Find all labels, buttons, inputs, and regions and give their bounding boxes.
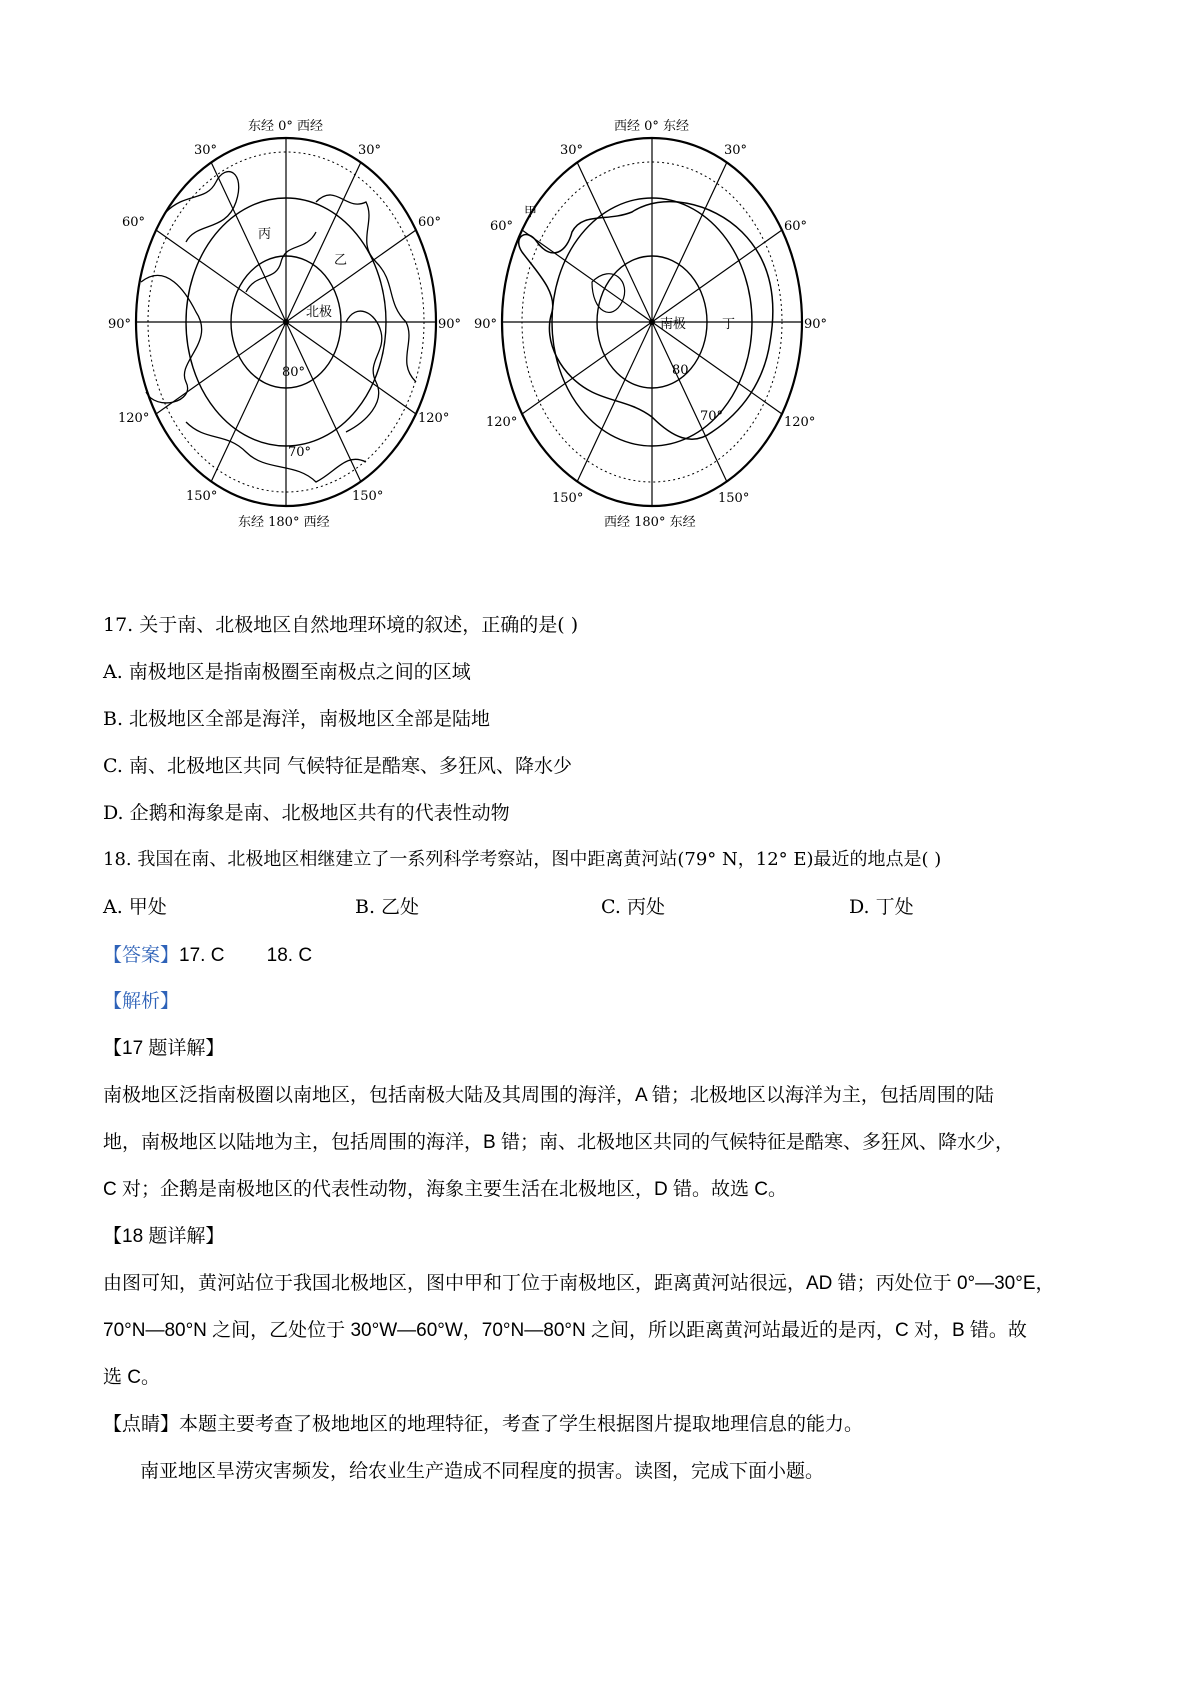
q17-option-b: B. 北极地区全部是海洋，南极地区全部是陆地 bbox=[103, 708, 491, 730]
north-lon-30w: 30° bbox=[194, 143, 218, 158]
south-lon-150e: 150° bbox=[718, 491, 750, 506]
south-lon-30w: 30° bbox=[560, 143, 584, 158]
q17-option-c: C. 南、北极地区共同 气候特征是酷寒、多狂风、降水少 bbox=[103, 755, 572, 777]
detail18-line-3: 选 C。 bbox=[103, 1367, 161, 1388]
point-ding: 丁 bbox=[722, 317, 736, 332]
q17-option-a: A. 南极地区是指南极圈至南极点之间的区域 bbox=[103, 661, 471, 683]
q18-option-a: A. 甲处 bbox=[103, 896, 167, 918]
answer-line bbox=[103, 940, 312, 967]
south-lon-60w: 60° bbox=[490, 219, 514, 234]
north-lat-80: 80° bbox=[282, 365, 306, 380]
south-center-label: 南极 bbox=[660, 317, 687, 332]
north-lon-90e: 90° bbox=[438, 317, 462, 332]
north-lon-120w: 120° bbox=[118, 411, 150, 426]
north-polar-map bbox=[108, 119, 461, 530]
south-lon-60e: 60° bbox=[784, 219, 808, 234]
comment-line bbox=[103, 1409, 863, 1436]
q18-option-b: B. 乙处 bbox=[355, 896, 420, 918]
south-top-label: 西经 0° 东经 bbox=[614, 119, 690, 134]
point-jia: 甲 bbox=[524, 205, 538, 220]
north-lon-150w: 150° bbox=[186, 489, 218, 504]
south-lat-80: 80 bbox=[672, 363, 689, 378]
q18-stem: 18. 我国在南、北极地区相继建立了一系列科学考察站，图中距离黄河站(79° N，12° E)最近的地点是( ) bbox=[103, 849, 942, 870]
south-lon-30e: 30° bbox=[724, 143, 748, 158]
detail18-title: 【18 题详解】 bbox=[103, 1226, 225, 1247]
north-lon-60e: 60° bbox=[418, 215, 442, 230]
detail18-line-1: 由图可知，黄河站位于我国北极地区，图中甲和丁位于南极地区，距离黄河站很远，AD 错；丙处位于 0°—30°E， bbox=[103, 1273, 1055, 1294]
south-lon-90w: 90° bbox=[474, 317, 498, 332]
north-lon-150e: 150° bbox=[352, 489, 384, 504]
answer-label: 【答案】 bbox=[103, 945, 180, 966]
north-top-label: 东经 0° 西经 bbox=[248, 119, 324, 134]
south-bottom-label: 西经 180° 东经 bbox=[604, 515, 696, 530]
north-lat-70: 70° bbox=[288, 445, 312, 460]
south-lon-90e: 90° bbox=[804, 317, 828, 332]
comment-text: 本题主要考查了极地地区的地理特征，考查了学生根据图片提取地理信息的能力。 bbox=[179, 1414, 864, 1435]
south-lon-120w: 120° bbox=[486, 415, 518, 430]
analysis-label: 【解析】 bbox=[103, 991, 180, 1012]
polar-maps-figure bbox=[100, 108, 860, 548]
q17-stem: 17. 关于南、北极地区自然地理环境的叙述，正确的是( ) bbox=[103, 614, 579, 636]
q18-option-d: D. 丁处 bbox=[849, 896, 914, 918]
south-polar-map bbox=[474, 119, 827, 530]
next-question-intro: 南亚地区旱涝灾害频发，给农业生产造成不同程度的损害。读图，完成下面小题。 bbox=[140, 1460, 825, 1482]
north-lon-120e: 120° bbox=[418, 411, 450, 426]
answer-value: 17. C 18. C bbox=[179, 945, 313, 966]
detail17-line-1: 南极地区泛指南极圈以南地区，包括南极大陆及其周围的海洋，A 错；北极地区以海洋为主，包括周围的陆 bbox=[103, 1085, 994, 1106]
point-yi: 乙 bbox=[334, 253, 348, 268]
detail17-line-3: C 对；企鹅是南极地区的代表性动物，海象主要生活在北极地区，D 错。故选 C。 bbox=[103, 1179, 788, 1200]
south-lon-120e: 120° bbox=[784, 415, 816, 430]
detail17-title: 【17 题详解】 bbox=[103, 1038, 225, 1059]
q18-option-c: C. 丙处 bbox=[601, 896, 665, 918]
detail17-line-2: 地，南极地区以陆地为主，包括周围的海洋，B 错；南、北极地区共同的气候特征是酷寒、多狂风、降水少， bbox=[103, 1132, 1014, 1153]
south-lon-150w: 150° bbox=[552, 491, 584, 506]
north-lon-90w: 90° bbox=[108, 317, 132, 332]
q17-option-d: D. 企鹅和海象是南、北极地区共有的代表性动物 bbox=[103, 802, 510, 824]
north-lon-60w: 60° bbox=[122, 215, 146, 230]
south-lat-70: 70° bbox=[700, 409, 724, 424]
north-lon-30e: 30° bbox=[358, 143, 382, 158]
north-bottom-label: 东经 180° 西经 bbox=[238, 515, 330, 530]
point-bing: 丙 bbox=[258, 227, 272, 242]
north-center-label: 北极 bbox=[306, 305, 333, 320]
comment-label: 【点睛】 bbox=[103, 1414, 180, 1435]
detail18-line-2: 70°N—80°N 之间，乙处位于 30°W—60°W，70°N—80°N 之间，所以距离黄河站最近的是丙，C 对，B 错。故 bbox=[103, 1320, 1027, 1341]
